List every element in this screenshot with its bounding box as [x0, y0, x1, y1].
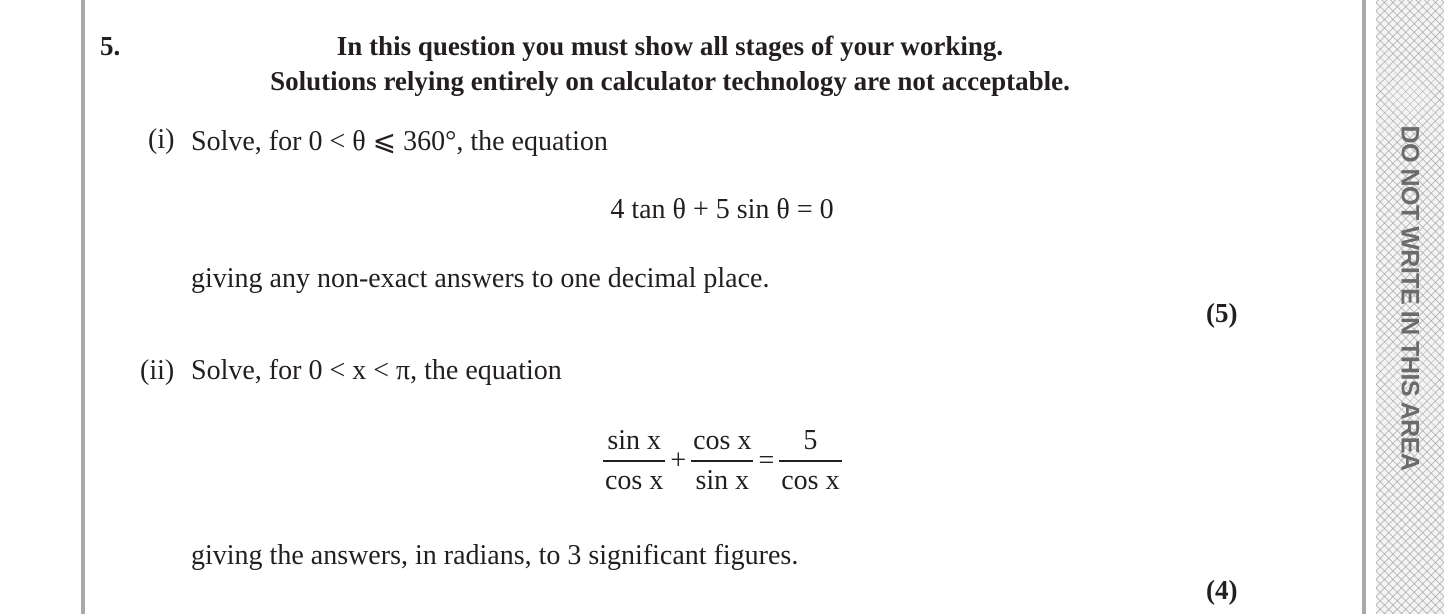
fraction-2 [688, 424, 756, 498]
part-ii-range: 0 < x < π [308, 355, 411, 386]
fraction-3-denominator: cos x [781, 464, 840, 496]
fraction-1-numerator: sin x [607, 425, 661, 456]
part-i-equation: 4 tan θ + 5 sin θ = 0 [610, 194, 834, 225]
fraction-2-denominator: sin x [695, 464, 750, 496]
fraction-2-bar [691, 460, 753, 462]
part-i-prompt-suffix: , the equation [456, 126, 608, 157]
instruction-line-1: In this question you must show all stages of your working. [336, 31, 1004, 61]
part-i-prompt-prefix: Solve, for [191, 126, 309, 157]
fraction-3-numerator: 5 [803, 425, 818, 456]
part-ii-prompt-prefix: Solve, for [191, 355, 309, 386]
question-number: 5. [100, 31, 121, 61]
margin-warning-text: DO NOT WRITE IN THIS AREA [1395, 125, 1424, 471]
part-ii-marks: (4) [1206, 575, 1238, 605]
part-ii-note: giving the answers, in radians, to 3 significant figures. [191, 540, 799, 571]
fraction-3 [776, 424, 844, 498]
instruction-line-2: Solutions relying entirely on calculator technology are not acceptable. [270, 66, 1070, 96]
page-border-left [81, 0, 85, 614]
part-ii-prompt-suffix: , the equation [410, 355, 562, 386]
part-i-marks: (5) [1206, 298, 1238, 328]
part-ii-prompt [191, 355, 562, 387]
part-i-label: (i) [148, 124, 175, 155]
part-i-range: 0 < θ ⩽ 360° [308, 126, 457, 157]
page-border-right [1362, 0, 1366, 614]
part-i-note: giving any non-exact answers to one decimal place. [191, 263, 770, 294]
plus-sign: + [670, 444, 687, 476]
fraction-3-bar [779, 460, 841, 462]
fraction-1-bar [603, 460, 665, 462]
fraction-1 [600, 424, 668, 498]
part-ii-equation [600, 424, 845, 498]
part-ii-label: (ii) [140, 355, 175, 386]
fraction-1-denominator: cos x [605, 464, 664, 496]
equals-sign: = [758, 444, 775, 476]
part-i-prompt [191, 124, 608, 158]
fraction-2-numerator: cos x [693, 425, 752, 456]
